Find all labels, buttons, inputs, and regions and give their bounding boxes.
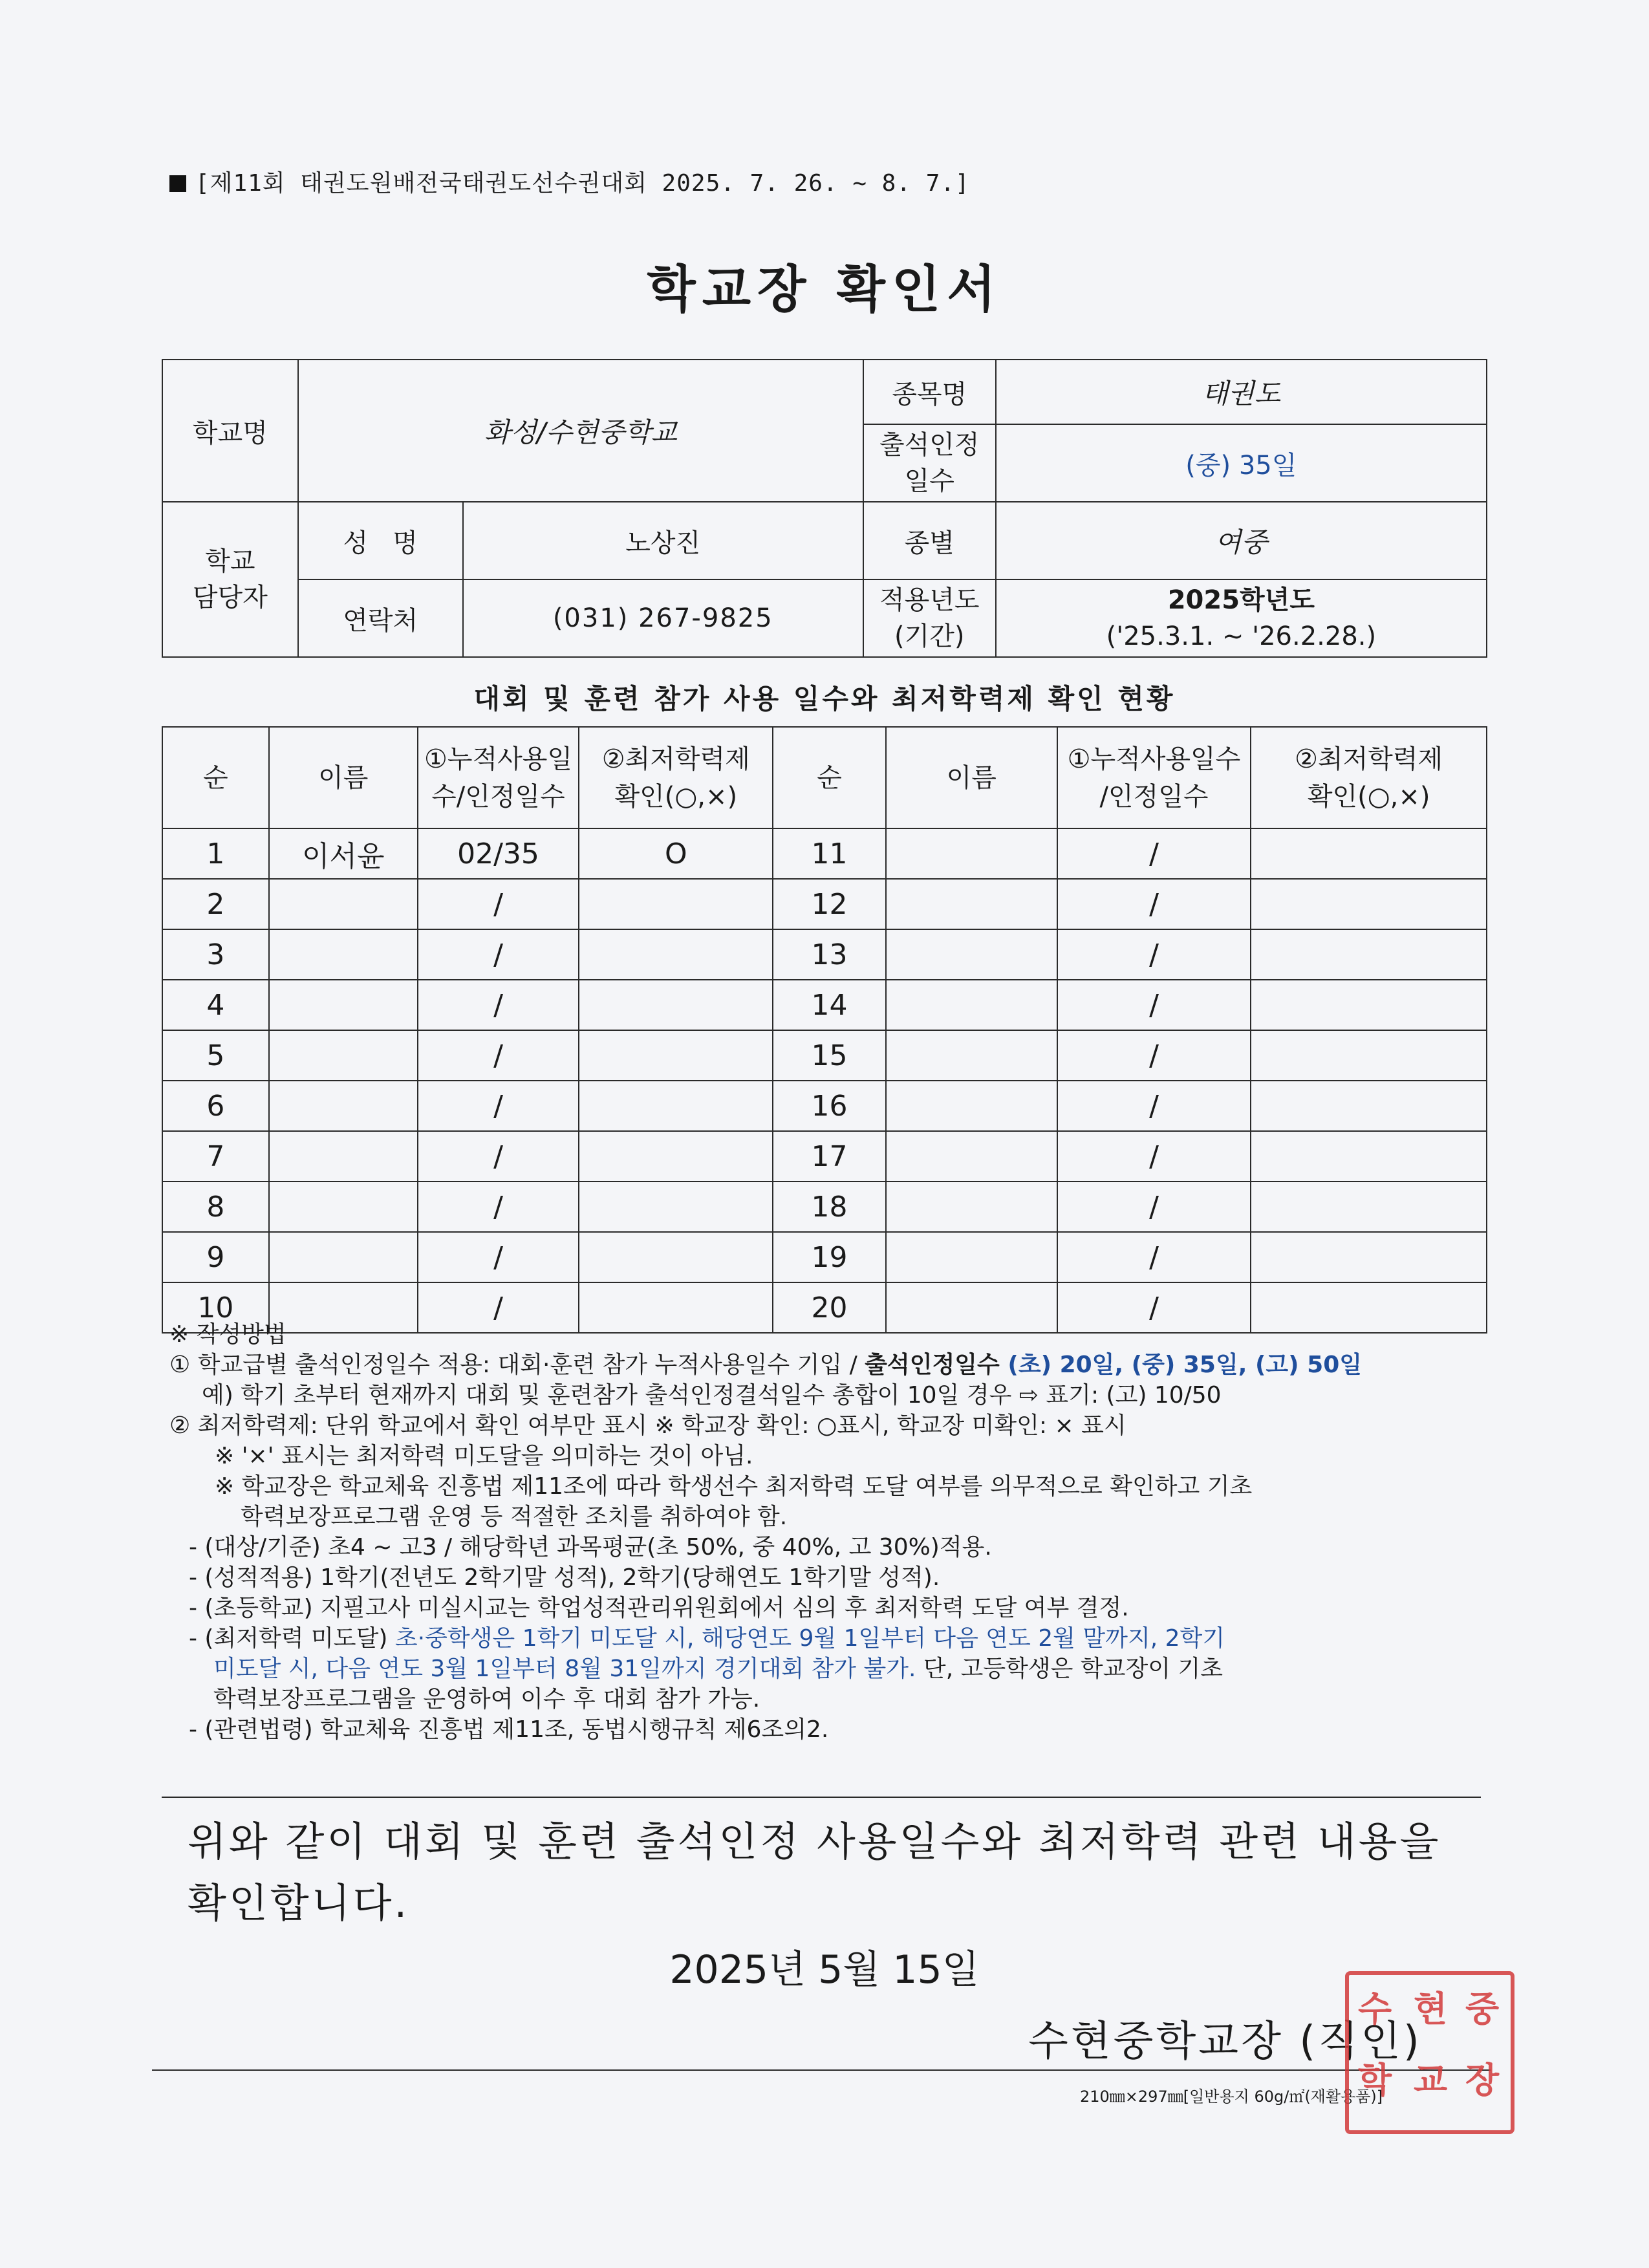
header-days-right: ①누적사용일수 /인정일수 [1057, 727, 1251, 828]
cell-name-left [269, 1030, 418, 1081]
header-no-left: 순 [162, 727, 269, 828]
note-2b: ※ 학교장은 학교체육 진흥법 제11조에 따라 학생선수 최저학력 도달 여부를 의무적으로 확인하고 기초 [215, 1473, 1253, 1500]
cell-name-right [886, 1131, 1057, 1182]
category-value: 여중 [996, 502, 1487, 579]
cell-no-left: 10 [162, 1282, 269, 1333]
cell-days-right: / [1057, 1131, 1251, 1182]
cell-no-right: 12 [773, 879, 886, 929]
cell-days-right: / [1057, 980, 1251, 1030]
cell-days-right: / [1057, 1182, 1251, 1232]
official-seal [1345, 1971, 1514, 2134]
cell-no-right: 13 [773, 929, 886, 980]
table-row [162, 1030, 1487, 1081]
cell-days-right: / [1057, 879, 1251, 929]
cell-days-left: / [418, 1282, 579, 1333]
attend-label: 출석인정 일수 [863, 424, 996, 502]
instructions [169, 1319, 1489, 1745]
cell-no-right: 11 [773, 828, 886, 879]
cell-check-left [579, 879, 773, 929]
detail-4: - (최저학력 미도달) 초·중학생은 1학기 미도달 시, 해당연도 9월 1일부터 다음 연도 2월 말까지, 2학기 [189, 1625, 1225, 1652]
name-label: 성 명 [298, 502, 463, 579]
cell-no-left: 1 [162, 828, 269, 879]
detail-5: - (관련법령) 학교체육 진흥법 제11조, 동법시행규칙 제6조의2. [189, 1716, 829, 1743]
cell-no-right: 17 [773, 1131, 886, 1182]
seal-char-2: 현 [1414, 1989, 1448, 2029]
header-days-left: ①누적사용일 수/인정일수 [418, 727, 579, 828]
cell-days-left: / [418, 1030, 579, 1081]
cell-no-left: 2 [162, 879, 269, 929]
cell-no-right: 19 [773, 1232, 886, 1282]
table-row [162, 1131, 1487, 1182]
detail-4-cont2: 학력보장프로그램을 운영하여 이수 후 대회 참가 가능. [213, 1686, 760, 1712]
cell-name-right [886, 1182, 1057, 1232]
note-1: ① 학교급별 출석인정일수 적용: 대회·훈련 참가 누적사용일수 기입 / 출석인정일수 (초) 20일, (중) 35일, (고) 50일 [169, 1352, 1363, 1378]
sport-label: 종목명 [863, 360, 996, 424]
table-title: 대회 및 훈련 참가 사용 일수와 최저학력제 확인 현황 [473, 683, 1176, 715]
cell-days-left: / [418, 1081, 579, 1131]
note-2a: ※ '×' 표시는 최저학력 미도달을 의미하는 것이 아님. [215, 1443, 753, 1469]
cell-check-left [579, 1081, 773, 1131]
cell-name-left [269, 1232, 418, 1282]
cell-no-right: 18 [773, 1182, 886, 1232]
header-table [162, 359, 1487, 658]
detail-4-cont: 미도달 시, 다음 연도 3월 1일부터 8월 31일까지 경기대회 참가 불가. 단, 고등학생은 학교장이 기초 [213, 1656, 1223, 1682]
cell-days-left: / [418, 980, 579, 1030]
cell-name-right [886, 980, 1057, 1030]
note-1-example: 예) 학기 초부터 현재까지 대회 및 훈련참가 출석인정결석일수 총합이 10일 경우 ⇨ 표기: (고) 10/50 [202, 1382, 1222, 1409]
table-row [162, 1182, 1487, 1232]
year-cell [996, 579, 1487, 657]
cell-name-left [269, 929, 418, 980]
detail-2: - (성적적용) 1학기(전년도 2학기말 성적), 2학기(당해연도 1학기말 성적). [189, 1564, 940, 1591]
cell-days-right: / [1057, 1081, 1251, 1131]
sport-value: 태권도 [996, 360, 1487, 424]
name-value: 노상진 [463, 502, 863, 579]
header-check-right: ②최저학력제 확인(○,×) [1251, 727, 1487, 828]
contact-value: (031) 267-9825 [463, 579, 863, 657]
cell-no-left: 8 [162, 1182, 269, 1232]
cell-days-right: / [1057, 1232, 1251, 1282]
header-name-right: 이름 [886, 727, 1057, 828]
cell-check-right [1251, 980, 1487, 1030]
cell-check-right [1251, 879, 1487, 929]
manager-label: 학교 담당자 [162, 502, 298, 657]
cell-name-left [269, 1131, 418, 1182]
cell-check-left [579, 929, 773, 980]
cell-name-right [886, 1232, 1057, 1282]
header-no-right: 순 [773, 727, 886, 828]
seal-char-3: 중 [1465, 1989, 1500, 2029]
cell-no-left: 5 [162, 1030, 269, 1081]
cell-name-left [269, 879, 418, 929]
seal-char-1: 수 [1358, 1989, 1392, 2029]
seal-char-4: 학 [1358, 2060, 1392, 2101]
cell-check-left [579, 980, 773, 1030]
cell-days-left: / [418, 1232, 579, 1282]
cell-check-right [1251, 828, 1487, 879]
table-row [162, 929, 1487, 980]
cell-check-left [579, 1232, 773, 1282]
cell-name-right [886, 1081, 1057, 1131]
year-period: ('25.3.1. ~ '26.2.28.) [1106, 621, 1377, 651]
cell-check-right [1251, 1131, 1487, 1182]
cell-name-left [269, 1081, 418, 1131]
cell-name-left [269, 980, 418, 1030]
divider-top [162, 1797, 1481, 1798]
cell-name-right [886, 1030, 1057, 1081]
cell-days-left: 02/35 [418, 828, 579, 879]
cell-days-right: / [1057, 929, 1251, 980]
cell-no-right: 14 [773, 980, 886, 1030]
cell-check-left [579, 1030, 773, 1081]
cell-check-right [1251, 1182, 1487, 1232]
cell-check-right [1251, 929, 1487, 980]
square-bullet-icon [169, 175, 186, 192]
seal-char-5: 교 [1414, 2060, 1448, 2101]
cell-check-left: O [579, 828, 773, 879]
year-label: 적용년도 (기간) [863, 579, 996, 657]
cell-days-right: / [1057, 1282, 1251, 1333]
cell-name-left: 이서윤 [269, 828, 418, 879]
header-name-left: 이름 [269, 727, 418, 828]
cell-name-right [886, 828, 1057, 879]
cell-no-left: 6 [162, 1081, 269, 1131]
cell-days-left: / [418, 879, 579, 929]
cell-no-left: 3 [162, 929, 269, 980]
cell-days-left: / [418, 1131, 579, 1182]
event-line: [제11회 태권도원배전국태권도선수권대회 2025. 7. 26. ~ 8. 7.] [169, 165, 970, 198]
principal-signature: 수현중학교장 (직인) [1028, 2018, 1422, 2066]
cell-check-right [1251, 1081, 1487, 1131]
cell-days-right: / [1057, 828, 1251, 879]
page-title: 학교장 확인서 [647, 261, 1002, 319]
cell-days-right: / [1057, 1030, 1251, 1081]
table-row [162, 980, 1487, 1030]
detail-1: - (대상/기준) 초4 ~ 고3 / 해당학년 과목평균(초 50%, 중 40%, 고 30%)적용. [189, 1534, 992, 1561]
cell-name-right [886, 879, 1057, 929]
cell-no-right: 16 [773, 1081, 886, 1131]
school-label: 학교명 [162, 360, 298, 502]
paper-spec: 210㎜×297㎜[일반용지 60g/㎡(재활용품)] [1080, 2088, 1383, 2106]
contact-label: 연락처 [298, 579, 463, 657]
table-row [162, 1081, 1487, 1131]
table-row [162, 879, 1487, 929]
category-label: 종별 [863, 502, 996, 579]
cell-days-left: / [418, 929, 579, 980]
header-check-left: ②최저학력제 확인(○,×) [579, 727, 773, 828]
cell-check-left [579, 1131, 773, 1182]
divider-bottom [152, 2069, 1491, 2071]
attend-value: (중) 35일 [996, 424, 1487, 502]
note-2b-cont: 학력보장프로그램 운영 등 적절한 조치를 취하여야 함. [241, 1504, 788, 1530]
detail-3: - (초등학교) 지필고사 미실시교는 학업성적관리위원회에서 심의 후 최저학력 도달 여부 결정. [189, 1595, 1129, 1621]
cell-check-right [1251, 1030, 1487, 1081]
notes-heading: ※ 작성방법 [169, 1321, 286, 1348]
cell-no-left: 4 [162, 980, 269, 1030]
cell-no-left: 7 [162, 1131, 269, 1182]
issue-date: 2025년 5월 15일 [669, 1947, 980, 1993]
cell-name-right [886, 929, 1057, 980]
table-row [162, 828, 1487, 879]
cell-name-left [269, 1182, 418, 1232]
table-row [162, 1232, 1487, 1282]
confirm-text: 위와 같이 대회 및 훈련 출석인정 사용일수와 최저학력 관련 내용을 확인합니다. [188, 1818, 1441, 1927]
cell-no-right: 15 [773, 1030, 886, 1081]
cell-check-right [1251, 1232, 1487, 1282]
seal-char-6: 장 [1465, 2060, 1500, 2101]
cell-no-right: 20 [773, 1282, 886, 1333]
year-value: 2025학년도 [1167, 585, 1315, 615]
cell-check-left [579, 1182, 773, 1232]
school-value: 화성/수현중학교 [298, 360, 863, 502]
cell-days-left: / [418, 1182, 579, 1232]
note-2: ② 최저학력제: 단위 학교에서 확인 여부만 표시 ※ 학교장 확인: ○표시, 학교장 미확인: × 표시 [169, 1412, 1126, 1439]
cell-no-left: 9 [162, 1232, 269, 1282]
attendance-table [162, 726, 1487, 1334]
